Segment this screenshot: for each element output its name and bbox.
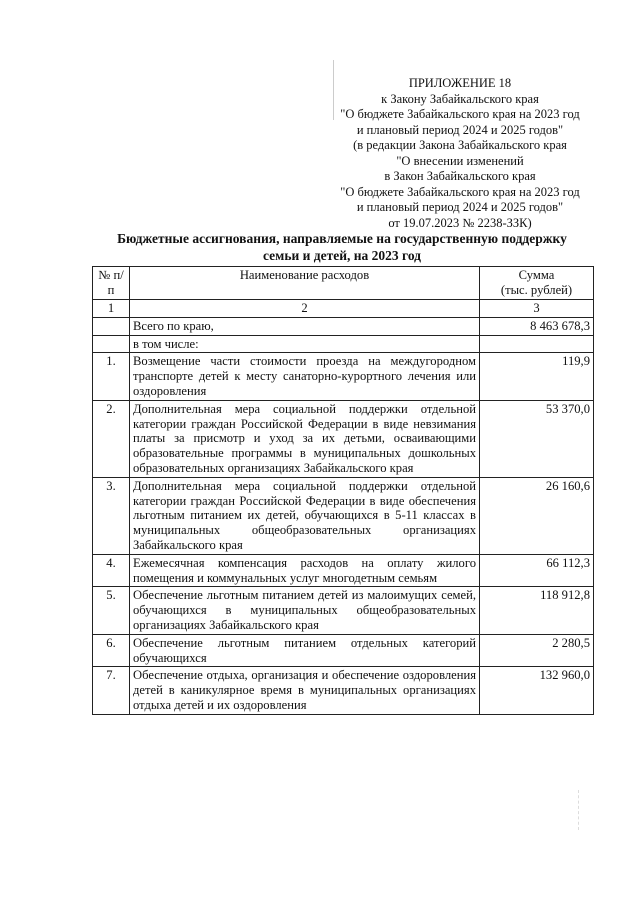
column-index: 3 — [480, 300, 594, 318]
appendix-line: "О внесении изменений — [396, 153, 524, 168]
appendix-line: к Закону Забайкальского края — [381, 91, 539, 106]
appendix-line: ПРИЛОЖЕНИЕ 18 — [408, 76, 512, 90]
title-line: Бюджетные ассигнования, направляемые на государственную поддержку — [117, 231, 567, 246]
row-value: 132 960,0 — [480, 667, 594, 714]
table-header-row — [93, 267, 594, 300]
including-value — [480, 335, 594, 353]
row-text: Дополнительная мера социальной поддержки отдельной категории граждан Российской Федерации в виде невзимания платы за присмотр и уход за их детьми, осваивающими образовательные программы в муниципальных дошкольных образовательных организациях Забайкальского края — [130, 400, 480, 477]
row-text: Обеспечение льготным питанием детей из малоимущих семей, обучающихся в муниципальных общеобразовательных организациях Забайкальского края — [130, 587, 480, 634]
total-row — [93, 317, 594, 335]
including-num — [93, 335, 130, 353]
table-row — [93, 667, 594, 714]
table-row — [93, 353, 594, 400]
row-num: 4. — [93, 554, 130, 587]
row-text: Обеспечение льготным питанием отдельных категорий обучающихся — [130, 634, 480, 667]
table-row — [93, 554, 594, 587]
row-value: 2 280,5 — [480, 634, 594, 667]
table-row — [93, 400, 594, 477]
row-num: 6. — [93, 634, 130, 667]
total-label: Всего по краю, — [130, 317, 480, 335]
total-value: 8 463 678,3 — [480, 317, 594, 335]
row-value: 119,9 — [480, 353, 594, 400]
table-row — [93, 477, 594, 554]
header-sum-line: Сумма — [518, 268, 555, 282]
appendix-line: (в редакции Закона Забайкальского края — [353, 138, 567, 152]
total-num — [93, 317, 130, 335]
appendix-line: и плановый период 2024 и 2025 годов" — [356, 200, 564, 214]
document-title — [92, 230, 592, 264]
row-text: Обеспечение отдыха, организация и обеспечение оздоровления детей в каникулярное время в муниципальных организациях отдыха детей и их оздоровления — [130, 667, 480, 714]
appendix-line: "О бюджете Забайкальского края на 2023 год — [340, 184, 580, 199]
column-index: 1 — [93, 300, 130, 318]
row-value: 66 112,3 — [480, 554, 594, 587]
appendix-line: "О бюджете Забайкальского края на 2023 год — [340, 107, 580, 121]
row-text: Дополнительная мера социальной поддержки отдельной категории граждан Российской Федерации в виде обеспечения льготным питанием их детей, обучающихся в 5-11 классах в муниципальных общеобразовательных организациях Забайкальского края — [130, 477, 480, 554]
column-index: 2 — [130, 300, 480, 318]
appendix-line: в Закон Забайкальского края — [384, 169, 536, 183]
header-name: Наименование расходов — [130, 267, 480, 300]
header-num: № п/п — [93, 267, 130, 300]
scan-artifact — [578, 790, 593, 830]
row-num: 1. — [93, 353, 130, 400]
row-num: 5. — [93, 587, 130, 634]
row-value: 118 912,8 — [480, 587, 594, 634]
including-label: в том числе: — [130, 335, 480, 353]
row-num: 3. — [93, 477, 130, 554]
appendix-line: и плановый период 2024 и 2025 годов" — [356, 122, 564, 137]
column-index-row — [93, 300, 594, 318]
row-text: Возмещение части стоимости проезда на междугородном транспорте детей к месту санаторно-курортного лечения или оздоровления — [130, 353, 480, 400]
header-sum — [480, 267, 594, 300]
row-value: 26 160,6 — [480, 477, 594, 554]
table-row — [93, 587, 594, 634]
row-text: Ежемесячная компенсация расходов на оплату жилого помещения и коммунальных услуг многодетным семьям — [130, 554, 480, 587]
table-row — [93, 634, 594, 667]
budget-table — [92, 266, 594, 715]
row-num: 7. — [93, 667, 130, 714]
title-line: семьи и детей, на 2023 год — [262, 248, 422, 263]
appendix-header — [330, 76, 590, 231]
row-value: 53 370,0 — [480, 400, 594, 477]
including-row — [93, 335, 594, 353]
appendix-line: от 19.07.2023 № 2238-ЗЗК) — [388, 215, 532, 230]
header-sum-unit: (тыс. рублей) — [500, 283, 573, 297]
row-num: 2. — [93, 400, 130, 477]
